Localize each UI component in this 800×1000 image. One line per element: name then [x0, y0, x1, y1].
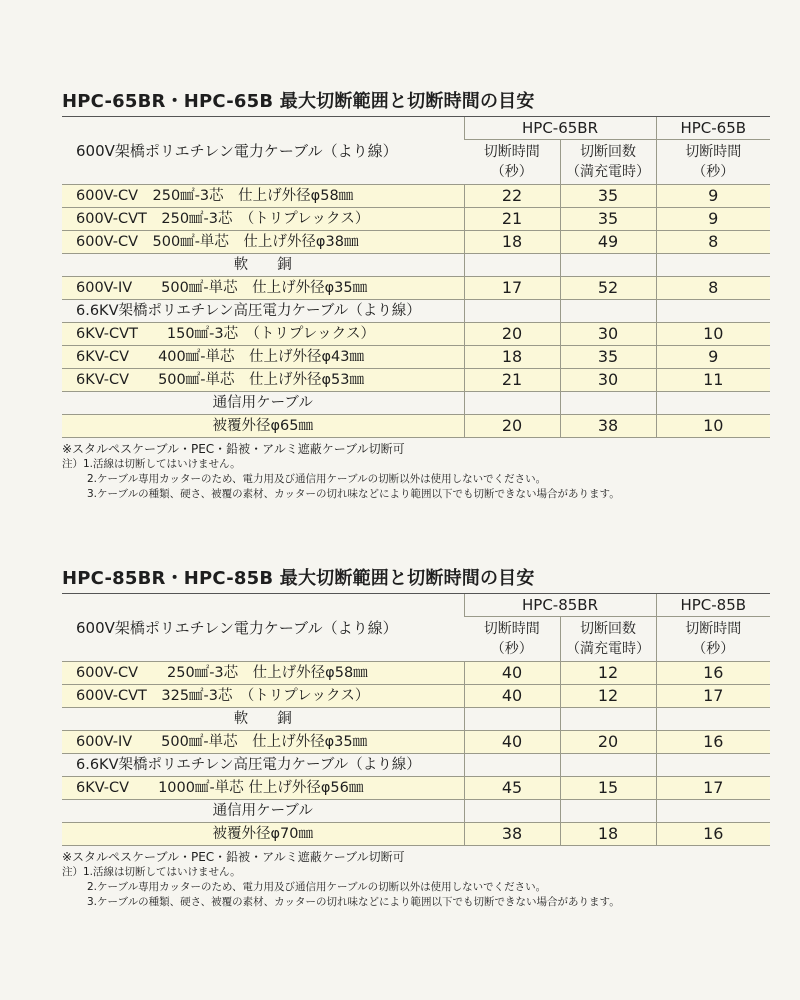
row-desc: 被覆外径φ65㎜: [62, 415, 464, 438]
row-desc: 600V-CVT 325㎟-3芯 （トリプレックス）: [62, 685, 464, 708]
cell-count: 15: [560, 777, 656, 800]
note-line: ※スタルペスケーブル・PEC・鉛被・アルミ遮蔽ケーブル切断可: [62, 850, 405, 864]
cell-time-b: [656, 300, 770, 323]
table-row: [62, 323, 770, 346]
row-desc: 600V-CV 250㎟-3芯 仕上げ外径φ58㎜: [62, 185, 464, 208]
cell-time: 45: [464, 777, 560, 800]
cell-count: 20: [560, 731, 656, 754]
cell-time-b: 9: [656, 346, 770, 369]
cell-time: 18: [464, 231, 560, 254]
cell-time: 40: [464, 685, 560, 708]
row-desc: 600V-CV 500㎟-単芯 仕上げ外径φ38㎜: [62, 231, 464, 254]
cell-count: 35: [560, 208, 656, 231]
cell-count: 12: [560, 662, 656, 685]
header-row: [62, 117, 770, 140]
header-desc: 600V架橋ポリエチレン電力ケーブル（より線）: [62, 594, 464, 662]
table-row: [62, 185, 770, 208]
cell-count: 35: [560, 346, 656, 369]
row-desc: 6.6KV架橋ポリエチレン高圧電力ケーブル（より線）: [62, 754, 464, 777]
row-desc: 被覆外径φ70㎜: [62, 823, 464, 846]
cell-time-b: 17: [656, 685, 770, 708]
section-hpc-85: [62, 565, 770, 910]
row-desc: 軟 銅: [62, 708, 464, 731]
cell-time: 18: [464, 346, 560, 369]
cell-count: [560, 800, 656, 823]
cell-time-b: 9: [656, 185, 770, 208]
notes: [62, 442, 770, 502]
cell-time-b: 9: [656, 208, 770, 231]
spec-table: [62, 116, 770, 438]
cell-time: 40: [464, 662, 560, 685]
section-title: HPC-85BR・HPC-85B 最大切断範囲と切断時間の目安: [62, 568, 535, 589]
cell-time-b: 17: [656, 777, 770, 800]
cell-time: 20: [464, 323, 560, 346]
cell-time-b: [656, 254, 770, 277]
table-row: [62, 208, 770, 231]
row-desc: 通信用ケーブル: [62, 392, 464, 415]
row-desc: 軟 銅: [62, 254, 464, 277]
table-row: [62, 777, 770, 800]
cell-count: [560, 254, 656, 277]
category-row: [62, 254, 770, 277]
category-row: [62, 800, 770, 823]
row-desc: 600V-CVT 250㎟-3芯 （トリプレックス）: [62, 208, 464, 231]
cell-time: 38: [464, 823, 560, 846]
row-desc: 600V-CV 250㎟-3芯 仕上げ外径φ58㎜: [62, 662, 464, 685]
cell-time: 21: [464, 208, 560, 231]
category-row: [62, 392, 770, 415]
cell-time-b: 16: [656, 731, 770, 754]
cell-count: 38: [560, 415, 656, 438]
cell-time: [464, 754, 560, 777]
row-desc: 6KV-CV 400㎟-単芯 仕上げ外径φ43㎜: [62, 346, 464, 369]
header-cut-time-b: 切断時間 （秒）: [656, 140, 770, 185]
header-cut-count: 切断回数 （満充電時）: [560, 140, 656, 185]
cell-time: [464, 800, 560, 823]
cell-count: 35: [560, 185, 656, 208]
cell-time-b: 11: [656, 369, 770, 392]
cell-count: [560, 300, 656, 323]
note-line: 2.ケーブル専用カッターのため、電力用及び通信用ケーブルの切断以外は使用しないでください。: [87, 473, 547, 485]
table-row: [62, 662, 770, 685]
note-line: 3.ケーブルの種類、硬さ、被覆の素材、カッターの切れ味などにより範囲以下でも切断できない場合があります。: [87, 488, 620, 500]
table-row: [62, 369, 770, 392]
header-model-br: HPC-85BR: [464, 594, 656, 617]
cell-time: [464, 254, 560, 277]
header-model-b: HPC-85B: [656, 594, 770, 617]
category-row: [62, 708, 770, 731]
header-cut-time: 切断時間 （秒）: [464, 617, 560, 662]
header-row: [62, 594, 770, 617]
cell-count: 30: [560, 369, 656, 392]
note-line: ※スタルペスケーブル・PEC・鉛被・アルミ遮蔽ケーブル切断可: [62, 442, 405, 456]
cell-time: [464, 392, 560, 415]
table-row: [62, 685, 770, 708]
cell-count: 12: [560, 685, 656, 708]
row-desc: 6KV-CV 1000㎟-単芯 仕上げ外径φ56㎜: [62, 777, 464, 800]
cell-time: 21: [464, 369, 560, 392]
cell-count: 30: [560, 323, 656, 346]
cell-time: 17: [464, 277, 560, 300]
cell-time-b: [656, 800, 770, 823]
note-line: 注）1.活線は切断してはいけません。: [62, 458, 241, 470]
cell-time-b: 8: [656, 231, 770, 254]
note-line: 2.ケーブル専用カッターのため、電力用及び通信用ケーブルの切断以外は使用しないでください。: [87, 881, 547, 893]
cell-count: [560, 708, 656, 731]
row-desc: 6KV-CV 500㎟-単芯 仕上げ外径φ53㎜: [62, 369, 464, 392]
table-row: [62, 277, 770, 300]
cell-count: [560, 754, 656, 777]
category-row: [62, 754, 770, 777]
table-row: [62, 823, 770, 846]
row-desc: 通信用ケーブル: [62, 800, 464, 823]
table-row: [62, 231, 770, 254]
table-row: [62, 346, 770, 369]
cell-time: [464, 708, 560, 731]
spec-table: [62, 593, 770, 846]
row-desc: 600V-IV 500㎟-単芯 仕上げ外径φ35㎜: [62, 277, 464, 300]
header-cut-time-b: 切断時間 （秒）: [656, 617, 770, 662]
cell-count: 52: [560, 277, 656, 300]
header-model-b: HPC-65B: [656, 117, 770, 140]
cell-time-b: [656, 754, 770, 777]
cell-time: [464, 300, 560, 323]
cell-time-b: 16: [656, 662, 770, 685]
cell-time-b: 8: [656, 277, 770, 300]
cell-count: [560, 392, 656, 415]
row-desc: 6KV-CVT 150㎟-3芯 （トリプレックス）: [62, 323, 464, 346]
cell-time-b: [656, 708, 770, 731]
category-row: [62, 300, 770, 323]
row-desc: 600V-IV 500㎟-単芯 仕上げ外径φ35㎜: [62, 731, 464, 754]
cell-time-b: 10: [656, 323, 770, 346]
header-model-br: HPC-65BR: [464, 117, 656, 140]
cell-time-b: [656, 392, 770, 415]
table-row: [62, 731, 770, 754]
cell-count: 49: [560, 231, 656, 254]
section-title: HPC-65BR・HPC-65B 最大切断範囲と切断時間の目安: [62, 91, 535, 112]
cell-time: 20: [464, 415, 560, 438]
header-cut-time: 切断時間 （秒）: [464, 140, 560, 185]
header-desc: 600V架橋ポリエチレン電力ケーブル（より線）: [62, 117, 464, 185]
table-row: [62, 415, 770, 438]
cell-time-b: 10: [656, 415, 770, 438]
section-hpc-65: [62, 88, 770, 502]
note-line: 3.ケーブルの種類、硬さ、被覆の素材、カッターの切れ味などにより範囲以下でも切断できない場合があります。: [87, 896, 620, 908]
cell-time: 22: [464, 185, 560, 208]
note-line: 注）1.活線は切断してはいけません。: [62, 866, 241, 878]
cell-time: 40: [464, 731, 560, 754]
header-cut-count: 切断回数 （満充電時）: [560, 617, 656, 662]
cell-time-b: 16: [656, 823, 770, 846]
row-desc: 6.6KV架橋ポリエチレン高圧電力ケーブル（より線）: [62, 300, 464, 323]
notes: [62, 850, 770, 910]
cell-count: 18: [560, 823, 656, 846]
